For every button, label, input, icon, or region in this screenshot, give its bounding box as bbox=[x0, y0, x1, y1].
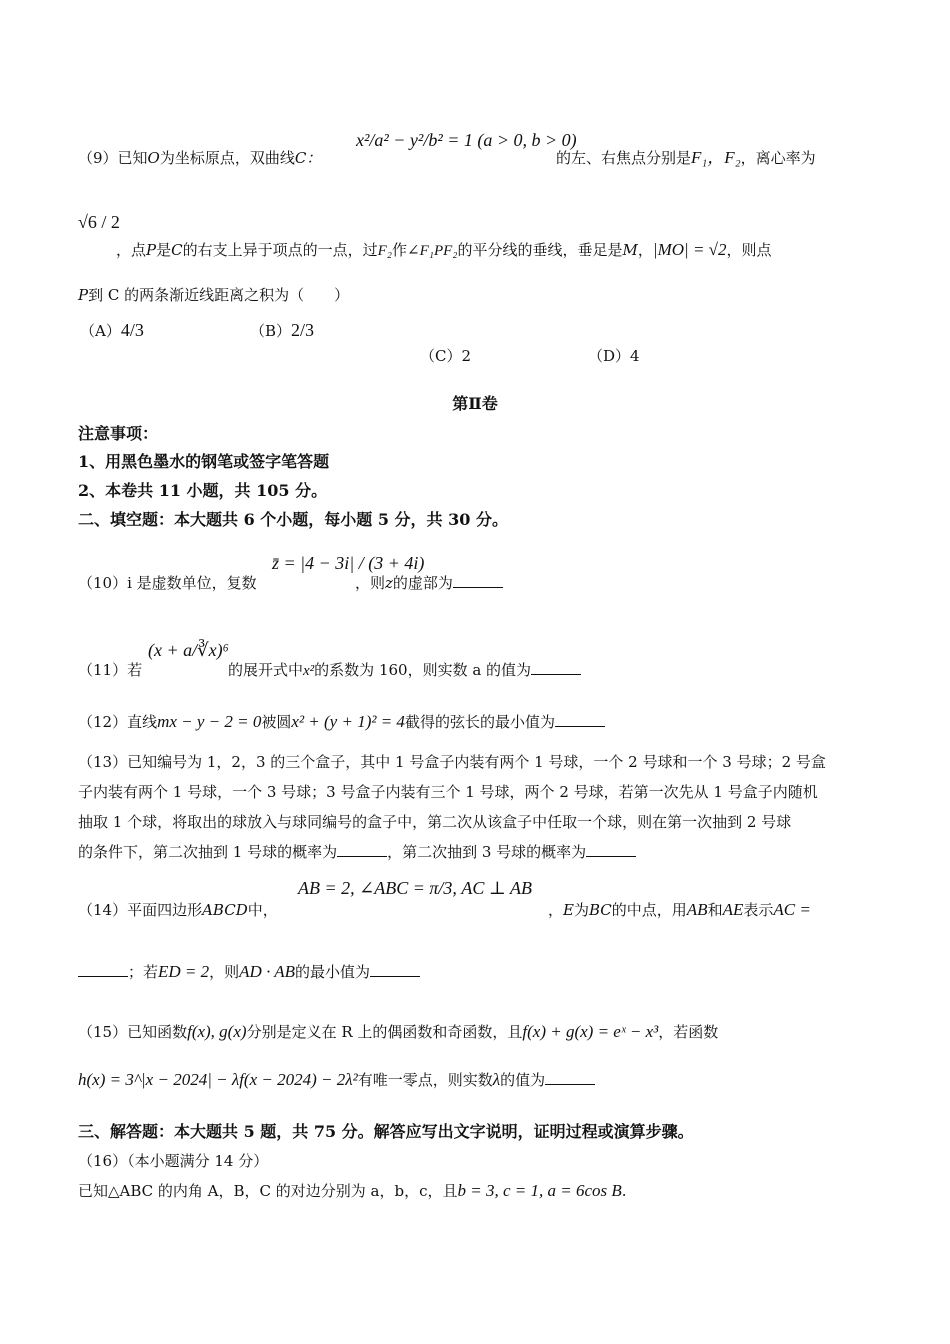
q14-line1: （14）平面四边形ABCD中， bbox=[78, 901, 278, 919]
q16-title: （16）（本小题满分 14 分） bbox=[78, 1152, 269, 1170]
q15-line2: h(x) = 3^|x − 2024| − λf(x − 2024) − 2λ²有唯一零点，则实数λ的值为 bbox=[78, 1070, 595, 1090]
answer-blank-q13a[interactable] bbox=[337, 842, 387, 857]
answer-blank-q12[interactable] bbox=[555, 712, 605, 727]
answer-blank-q15[interactable] bbox=[545, 1070, 595, 1085]
q9-line3: P到 C 的两条渐近线距离之积为（ ） bbox=[78, 286, 350, 304]
answer-blank-q14a[interactable] bbox=[78, 962, 128, 977]
answer-blank-q13b[interactable] bbox=[586, 842, 636, 857]
q9-line1-suffix: 的左、右焦点分别是F₁，F₂，离心率为 bbox=[556, 148, 816, 167]
q14-line1-suffix: ，E为BC的中点，用AB和AE表示AC = bbox=[548, 900, 811, 919]
section3-heading: 三、解答题：本大题共 5 题，共 75 分。解答应写出文字说明，证明过程或演算步骤。 bbox=[78, 1122, 694, 1141]
notice-item-2: 2、本卷共 11 小题，共 105 分。 bbox=[78, 481, 328, 500]
q10: （10）i 是虚数单位，复数 bbox=[78, 574, 257, 592]
choice-d[interactable]: （D）4 bbox=[588, 347, 640, 365]
answer-blank-q11[interactable] bbox=[531, 660, 581, 675]
notice-heading: 注意事项： bbox=[78, 424, 159, 443]
q9-line1: （9）已知O为坐标原点，双曲线C： bbox=[78, 149, 322, 167]
notice-item-1: 1、用黑色墨水的钢笔或签字笔答题 bbox=[78, 452, 330, 471]
q16-statement: 已知△ABC 的内角 A，B，C 的对边分别为 a，b，c，且b = 3, c = 1, a = 6cos B. bbox=[78, 1181, 627, 1200]
hyperbola-equation: x²/a² − y²/b² = 1 (a > 0, b > 0) bbox=[356, 130, 577, 150]
q12: （12）直线mx − y − 2 = 0被圆x² + (y + 1)² = 4截得的弦长的最小值为 bbox=[78, 712, 605, 732]
q14-conditions: AB = 2, ∠ABC = π/3, AC ⊥ AB bbox=[298, 878, 532, 898]
choice-c[interactable]: （C）2 bbox=[420, 347, 472, 365]
answer-blank-q10[interactable] bbox=[453, 573, 503, 588]
q15-line1: （15）已知函数f(x), g(x)分别是定义在 R 上的偶函数和奇函数，且f(x) + g(x) = eˣ − x³，若函数 bbox=[78, 1022, 719, 1041]
q13-line2: 子内装有两个 1 号球，一个 3 号球；3 号盒子内装有三个 1 号球，两个 2 号球，若第一次先从 1 号盒子内随机 bbox=[78, 783, 818, 801]
section2-heading: 二、填空题：本大题共 6 个小题，每小题 5 分，共 30 分。 bbox=[78, 510, 508, 529]
q13-line4: 的条件下，第二次抽到 1 号球的概率为 ，第二次抽到 3 号球的概率为 bbox=[78, 842, 636, 862]
choice-b[interactable]: （B）2/3 bbox=[250, 320, 315, 340]
q11-suffix: 的展开式中x²的系数为 160，则实数 a 的值为 bbox=[228, 660, 581, 681]
eccentricity-value: √6 / 2 bbox=[78, 212, 120, 232]
q14-line2: ；若ED = 2，则AD · AB的最小值为 bbox=[78, 962, 420, 982]
q9-line2: ，点P是C的右支上异于项点的一点，过F₂作∠F₁PF₂的平分线的垂线，垂足是M，|MO| = √2，则点 bbox=[116, 240, 772, 259]
q11-expression: (x + a/∛x)⁶ bbox=[148, 640, 229, 660]
choice-a[interactable]: （A）4/3 bbox=[80, 320, 144, 340]
q13-line3: 抽取 1 个球，将取出的球放入与球同编号的盒子中，第二次从该盒子中任取一个球，则在第一次抽到 2 号球 bbox=[78, 813, 792, 831]
q13-line1: （13）已知编号为 1，2，3 的三个盒子，其中 1 号盒子内装有两个 1 号球，一个 2 号球和一个 3 号球；2 号盒 bbox=[78, 753, 826, 771]
part2-title: 第Ⅱ卷 bbox=[452, 394, 498, 413]
q10-suffix: ，则z的虚部为 bbox=[355, 573, 503, 593]
answer-blank-q14b[interactable] bbox=[370, 962, 420, 977]
q10-expression: z̄ = |4 − 3i| / (3 + 4i) bbox=[272, 553, 425, 573]
q11: （11）若 bbox=[78, 661, 143, 679]
